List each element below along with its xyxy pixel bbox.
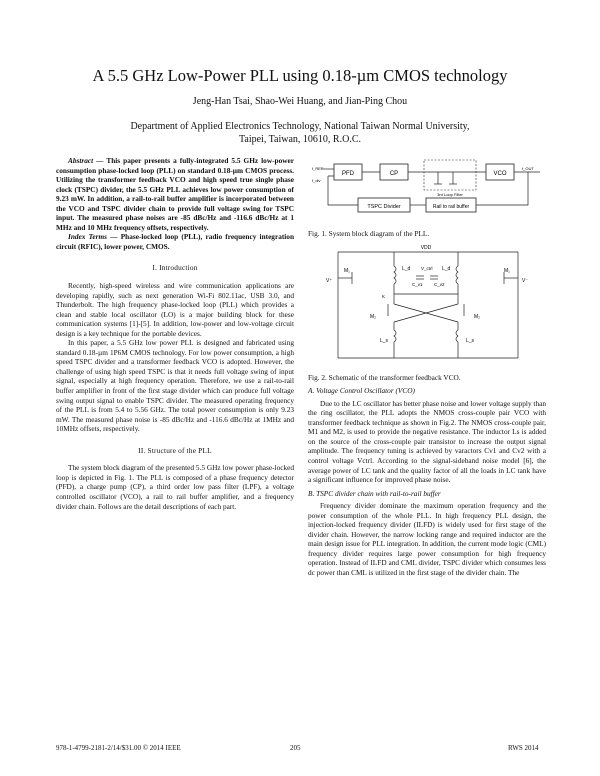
m1-left-label: M₁ [344,268,350,275]
buffer-label: Rail to rail buffer [432,204,470,210]
affiliation [60,120,540,146]
fig2-caption: Fig. 2. Schematic of the transformer feedback VCO. [308,372,461,382]
index-terms-text: — Phase-locked loop (PLL), radio frequency integration circuit (RFIC), lower power, CMOS. [56,232,295,251]
cv2-label: C_v2 [434,282,445,288]
affiliation-line-2: Taipei, Taiwan, 10610, R.O.C. [238,134,361,145]
m1-right-label: M₁ [504,268,510,275]
right-column [308,156,546,578]
vco-paragraph-1: Due to the LC oscillator has better phase noise and lower voltage supply than the ring oscillator, the PLL adopts the NMOS cross-couple pair VCO with transformer feedback technique as shown in Fig.2. The NMOS cross-couple pair, M1 and M2, is used to provide the negative resistance. The inductor Ls is added on the source of the cross-couple pair transistor to increase the output signal amplitude. The frequency tuning is achieved by varactors Cv1 and Cv2 with a control voltage Vctrl. According to the signal-sideband noise model [6], the average power of LC tank and the quality factor of all the loads in LC tank have a significant influence for improved phase noise. [308,398,546,485]
fig2-vco-schematic [308,242,546,368]
ld-right-label: L_d [442,266,451,273]
vdd-label: VDD [420,245,432,252]
intro-paragraph-2: In this paper, a 5.5 GHz low power PLL is designed and fabricated using standard 0.18-µm 1P6M CMOS technology. For low power consumption, a high speed TSPC divider and a transformer feedback VCO is adopted. However, the challenge of using high speed TSPC is that it needs full voltage swing of input signal, especially at high frequency operation. Therefore, we use a rail-to-rail buffer amplifier in front of the first stage divider which can produce full voltage swing output signal to enable TSPC divider. The measured operating frequency of the PLL is from 5.4 to 5.56 GHz. The total power consumption is only 9.23 mW. The measured phase noise is -85 dBc/Hz and -116.6 dBc/Hz at 1MHz and 10MHz offsets, respectively. [56,338,294,434]
ls-left-label: L_s [380,338,389,345]
subsection-heading-vco: A. Voltage Control Oscillator (VCO) [308,386,415,396]
section-heading-structure: II. Structure of the PLL [138,445,212,455]
subsection-heading-tspc: B. TSPC divider chain with rail-to-rail buffer [308,488,441,498]
left-column [56,156,294,511]
vctrl-label: V_ctrl [421,266,433,272]
vminus-label: V⁻ [522,278,528,285]
intro-paragraph-1: Recently, high-speed wireless and wire communication applications are developing rapidly, such as next generation Wi-Fi 802.11ac, USB 3.0, and Thunderbolt. The high frequency phase-locked loop (PLL) which provides a clean and stable local oscillator (LO) is a major building block for these communication systems [1]-[5]. In addition, low-power and low-voltage circuit design is a key technique for the portable devices. [56,281,294,338]
footer-copyright: 978-1-4799-2181-2/14/$31.00 © 2014 IEEE [56,744,181,752]
vplus-label: V⁺ [326,278,332,285]
tspc-paragraph-1: Frequency divider dominate the maximum operation frequency and the power consumption of the whole PLL. In high frequency PLL design, the injection-locked frequency divider (ILFD) is widely used for first stage of the divider chain. However, the narrow locking range and required inductor are the main design issue for PLL integration. In addition, the current mode logic (CML) frequency divider requires large power consumption for high frequency operation. Instead of ILFD and CML divider, TSPC divider which consumes less dc power than CML is utilized in the first stage of the divider chain. The [308,501,546,578]
abstract-dash: — [93,156,107,165]
fig1-block-diagram [308,156,546,224]
abstract-text: This paper presents a fully-integrated 5.5 GHz low-power consumption phase-locked loop (PLL) on standard 0.18-µm CMOS process. Utilizing the transformer feedback VCO and high speed true single phase clock (TSPC) divider, the 5.5 GHz PLL achieves low power consumption of 9.23 mW. In addition, a rail-to-rail buffer amplifier is incorporated between the VCO and TSPC divider chain to provide full voltage swing for TSPC input. The measured phase noises are -85 dBc/Hz and -116.6 dBc/Hz at 1 MHz and 10 MHz frequency offsets, respectively. [56,156,294,232]
loop-filter-block [424,160,476,190]
section-heading-introduction: I. Introduction [152,263,198,273]
footer-conference: RWS 2014 [508,744,539,752]
ls-right-label: L_s [466,338,475,345]
cp-label: CP [389,171,399,177]
cv1-label: C_v1 [412,282,423,288]
m2-left-label: M₂ [370,314,377,321]
fig1-caption: Fig. 1. System block diagram of the PLL. [308,228,430,238]
fref-label: f_REF [312,166,324,171]
structure-paragraph-1: The system block diagram of the presented 5.5 GHz low power phase-locked loop is depicted in Fig. 1. The PLL is composed of a phase frequency detector (PFD), a charge pump (CP), a third order low pass filter (LPF), a voltage controlled oscillator (VCO), a rail to rail buffer amplifier, and a frequency divider chain. Follows are the detail descriptions of each part. [56,463,294,511]
m2-right-label: M₂ [474,314,481,321]
footer-page-number: 205 [290,744,301,752]
author-list: Jeng-Han Tsai, Shao-Wei Huang, and Jian-Ping Chou [192,96,408,107]
paper-title: A 5.5 GHz Low-Power PLL using 0.18-µm CMOS technology [92,66,508,85]
ld-left-label: L_d [402,266,411,273]
affiliation-line-1: Department of Applied Electronics Technology, National Taiwan Normal University, [130,121,470,132]
vco-label: VCO [493,171,507,177]
abstract-lead: Abstract [68,156,94,165]
fig1-wires [322,169,540,205]
k-label: K [382,294,386,300]
loop-filter-label: 3rd Loop Filter [437,192,463,197]
fout-label: f_OUT [522,166,534,171]
abstract [56,156,294,232]
fdiv-label: f_div [312,178,321,183]
pfd-label: PFD [342,171,354,177]
index-terms-lead: Index Terms [68,232,108,242]
tspc-label: TSPC Divider [367,204,401,210]
index-terms [56,232,294,251]
